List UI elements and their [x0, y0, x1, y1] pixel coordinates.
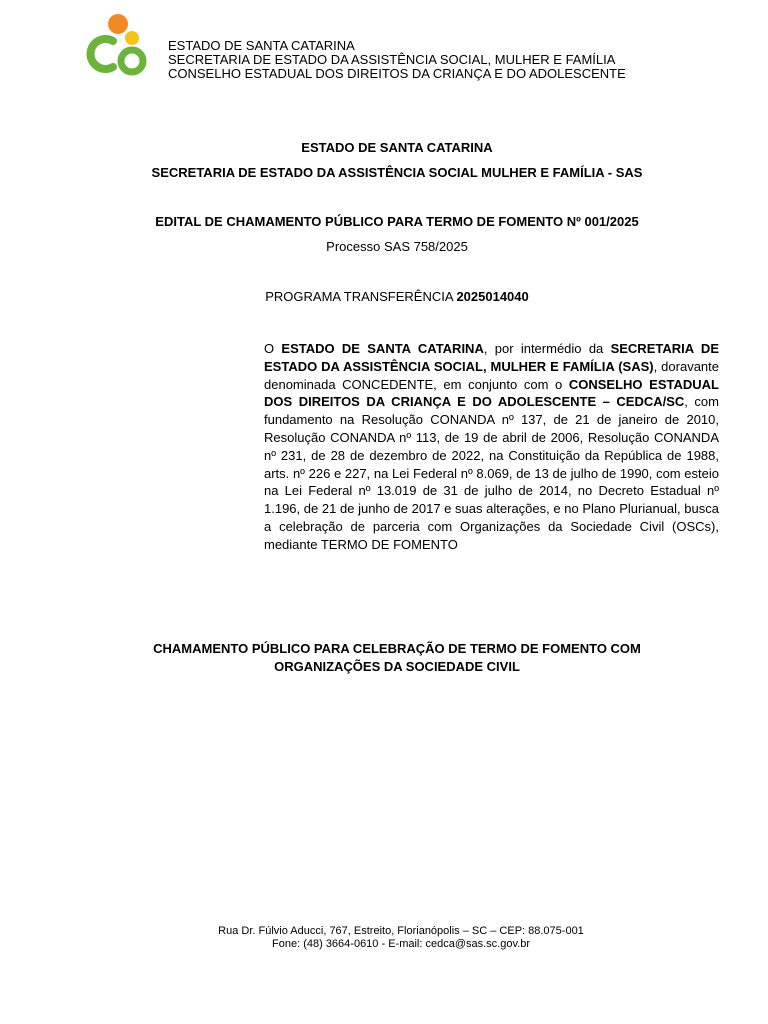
preamble-bold-secretariat: SECRETARIA DE ESTADO DA ASSISTÊNCIA SOCIAL, MULHER E FAMÍLIA (SAS) — [264, 341, 719, 374]
logo-yellow-dot — [125, 31, 139, 45]
letterhead-state: ESTADO DE SANTA CATARINA — [168, 38, 355, 53]
letterhead — [168, 39, 626, 81]
section-title-line-2: ORGANIZAÇÕES DA SOCIEDADE CIVIL — [274, 659, 520, 674]
processo-number: Processo SAS 758/2025 — [326, 239, 468, 254]
cedca-logo — [86, 13, 152, 79]
title-state: ESTADO DE SANTA CATARINA — [301, 140, 493, 155]
logo-green-o — [121, 50, 143, 72]
preamble-text-3: , doravante denominada CONCEDENTE, em conjunto com o — [264, 358, 719, 392]
preamble-bold-council: CONSELHO ESTADUAL DOS DIREITOS DA CRIANÇA E DO ADOLESCENTE – CEDCA/SC — [264, 376, 719, 410]
preamble-text-2: , por intermédio da — [483, 341, 611, 356]
letterhead-secretariat: SECRETARIA DE ESTADO DA ASSISTÊNCIA SOCIAL, MULHER E FAMÍLIA — [168, 52, 616, 67]
title-secretariat: SECRETARIA DE ESTADO DA ASSISTÊNCIA SOCIAL MULHER E FAMÍLIA - SAS — [151, 165, 643, 180]
programa-line — [0, 289, 768, 304]
programa-number: 2025014040 — [456, 289, 529, 304]
letterhead-council: CONSELHO ESTADUAL DOS DIREITOS DA CRIANÇA E DO ADOLESCENTE — [168, 66, 626, 81]
preamble-paragraph — [264, 340, 719, 554]
edital-title: EDITAL DE CHAMAMENTO PÚBLICO PARA TERMO DE FOMENTO Nº 001/2025 — [155, 214, 639, 229]
logo-green-c — [91, 39, 113, 69]
logo-orange-dot — [108, 14, 128, 34]
footer-address: Rua Dr. Fúlvio Aducci, 767, Estreito, Florianópolis – SC – CEP: 88.075-001 — [218, 925, 584, 937]
programa-label: PROGRAMA TRANSFERÊNCIA — [265, 289, 457, 304]
footer-contact: Fone: (48) 3664-0610 - E-mail: cedca@sas.sc.gov.br — [272, 938, 530, 950]
preamble-text-1: O — [264, 341, 282, 356]
preamble-bold-state: ESTADO DE SANTA CATARINA — [281, 341, 484, 356]
section-title-line-1: CHAMAMENTO PÚBLICO PARA CELEBRAÇÃO DE TERMO DE FOMENTO COM — [153, 641, 641, 656]
preamble-text-4: , com fundamento na Resolução CONANDA nº 137, de 21 de janeiro de 2010, Resolução CONANDA nº 113, de 19 de abril de 2006, Resolução CONANDA nº 231, de 28 de dezembro de 2022, na Constituição da República de 1988, arts. nº 226 e 227, na Lei Federal nº 8.069, de 13 de julho de 1990, com esteio na Lei Federal nº 13.019 de 31 de julho de 2014, no Decreto Estadual nº 1.196, de 21 de junho de 2017 e suas alterações, e no Plano Plurianual, busca a celebração de parceria com Organizações da Sociedade Civil (OSCs), mediante TERMO DE FOMENTO — [264, 394, 719, 552]
